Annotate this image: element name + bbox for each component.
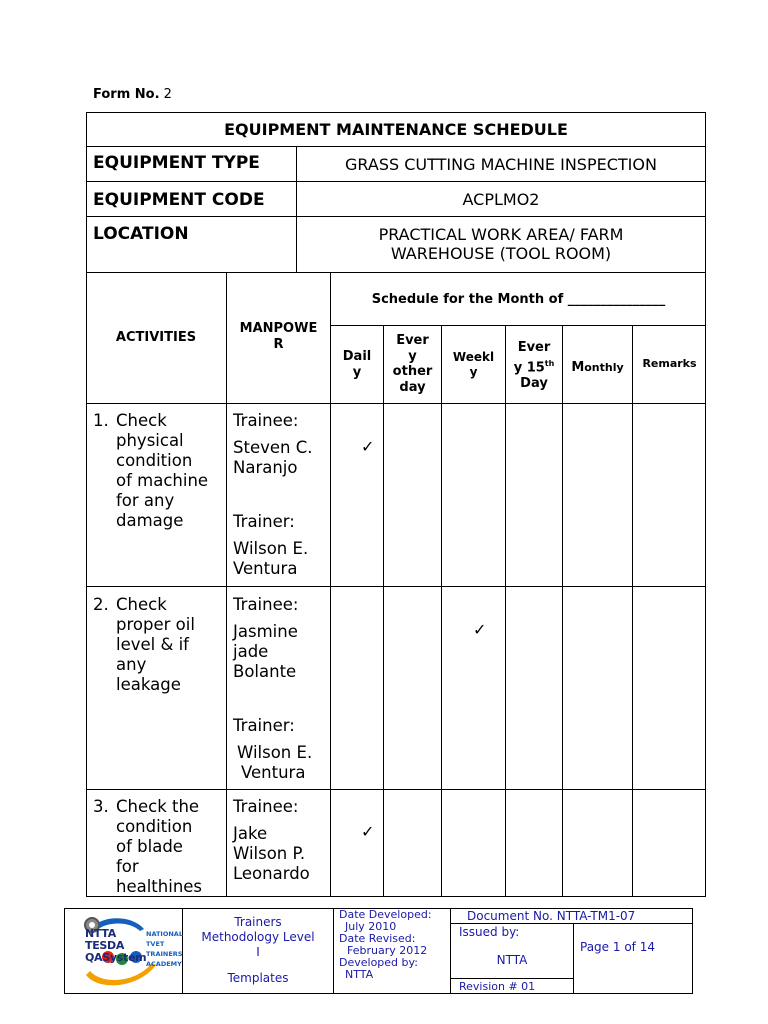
activity-line: leakage: [116, 675, 181, 694]
monthly-cap: M: [571, 360, 585, 375]
every15-line2-text: y 15: [513, 360, 545, 376]
methodology-level: [183, 915, 333, 960]
location-line-1: PRACTICAL WORK AREA/ FARM: [378, 225, 624, 244]
manpower-header-line1: MANPOWE: [239, 321, 318, 336]
ntta-logo: [78, 913, 183, 989]
every-other-line4: day: [399, 379, 426, 395]
weekly-header-line2: y: [469, 365, 478, 379]
table-row-activity: [93, 595, 225, 785]
check-mark-icon: ✓: [361, 822, 375, 841]
methodology-line: Methodology Level: [201, 930, 315, 944]
activity-line: damage: [116, 511, 184, 530]
activity-line: condition: [116, 451, 193, 470]
daily-header-line1: Dail: [342, 349, 372, 364]
page-number: Page 1 of 14: [580, 940, 655, 954]
trainee-name-line: Naranjo: [233, 458, 298, 477]
activity-line: healthines: [116, 877, 203, 896]
activity-line: level & if: [116, 635, 189, 654]
trainer-name-line: Ventura: [241, 763, 306, 782]
location-value: [296, 216, 706, 273]
daily-header-line2: y: [352, 365, 362, 380]
trainee-name-line: Bolante: [233, 662, 297, 681]
document-title-text: EQUIPMENT MAINTENANCE SCHEDULE: [224, 120, 568, 139]
activity-line: Check: [116, 595, 167, 614]
equipment-code-value: [296, 181, 706, 217]
form-number-label: Form No.: [93, 87, 160, 102]
trainee-name-line: Leonardo: [233, 864, 310, 883]
equipment-type-value: [296, 146, 706, 182]
form-number: [93, 87, 172, 102]
logo-text-value: NTTA TESDA QASystem: [85, 927, 147, 964]
weekly-header: [442, 350, 505, 380]
table-row-manpower: [233, 595, 329, 785]
date-info: [339, 909, 432, 981]
document-number: Document No. NTTA-TM1-07: [467, 909, 636, 923]
trainee-name-line: jade: [233, 642, 269, 661]
schedule-month-header: [331, 273, 706, 325]
issued-by-label: Issued by:: [459, 925, 520, 939]
equipment-type-label: EQUIPMENT TYPE: [86, 146, 297, 182]
every15-sup: th: [544, 359, 555, 368]
activity-line: physical: [116, 431, 184, 450]
equipment-type-text: GRASS CUTTING MACHINE INSPECTION: [345, 154, 657, 174]
logo-side-line: NATIONAL: [146, 930, 183, 938]
date-revised-label: Date Revised:: [339, 932, 416, 945]
activity-line: of machine: [116, 471, 209, 490]
logo-side-line: TVET: [146, 940, 165, 948]
weekly-header-line1: Weekl: [452, 350, 495, 364]
schedule-month-text: Schedule for the Month of _______________: [371, 291, 666, 307]
location-label: LOCATION: [86, 216, 297, 273]
activity-line: of blade: [116, 837, 183, 856]
every-15th-day-header: [506, 340, 562, 392]
activity-line: for: [116, 857, 139, 876]
trainee-name-line: Jake: [233, 824, 268, 843]
every-other-day-header: [384, 333, 441, 395]
equipment-code-text: ACPLMO2: [462, 189, 540, 209]
date-developed-label: Date Developed:: [339, 908, 432, 921]
methodology-line: Trainers: [234, 915, 282, 929]
equipment-code-label: EQUIPMENT CODE: [86, 181, 297, 217]
every15-line3: Day: [520, 376, 548, 392]
location-line-2: WAREHOUSE (TOOL ROOM): [390, 244, 612, 263]
trainer-label: Trainer:: [233, 512, 295, 531]
table-row-manpower: [233, 797, 329, 896]
date-developed-value: July 2010: [345, 920, 397, 933]
trainee-name-line: Steven C.: [233, 438, 313, 457]
activity-line: Check the: [116, 797, 200, 816]
table-row-activity: [93, 411, 225, 581]
activity-line: Check: [116, 411, 167, 430]
remarks-header: [633, 357, 706, 370]
remarks-header-text: Remarks: [642, 357, 697, 370]
trainer-name-line: Wilson E.: [233, 539, 309, 558]
issued-by-value: NTTA: [496, 953, 528, 967]
trainee-name-line: Wilson P.: [233, 844, 306, 863]
trainer-name-line: Wilson E.: [237, 743, 313, 762]
activity-line: condition: [116, 817, 193, 836]
monthly-header: [563, 356, 632, 375]
revision-number: Revision # 01: [459, 980, 536, 993]
every-other-line1: Ever: [396, 333, 429, 348]
date-revised-value: February 2012: [347, 944, 428, 957]
row-number: 2.: [93, 595, 109, 614]
developed-by-label: Developed by:: [339, 956, 418, 969]
activity-line: for any: [116, 491, 175, 510]
trainer-name-line: Ventura: [233, 559, 298, 578]
every15-line1: Ever: [517, 340, 551, 355]
document-title: [86, 112, 706, 147]
table-row-manpower: [233, 411, 329, 581]
logo-side-line: TRAINERS: [146, 950, 183, 958]
manpower-header-line2: R: [273, 337, 284, 352]
trainee-label: Trainee:: [233, 411, 299, 430]
trainee-label: Trainee:: [233, 595, 299, 614]
every15-line2: [506, 356, 562, 376]
table-row-activity: [93, 797, 225, 896]
activity-line: proper oil: [116, 615, 195, 634]
trainee-label: Trainee:: [233, 797, 299, 816]
logo-side-line: ACADEMY: [146, 960, 182, 968]
developed-by-value: NTTA: [345, 968, 374, 981]
daily-header: [331, 349, 383, 381]
trainer-label: Trainer:: [233, 716, 295, 735]
manpower-header: [227, 321, 330, 353]
every-other-line3: other: [392, 364, 433, 379]
check-mark-icon: ✓: [473, 620, 487, 639]
activities-header-text: ACTIVITIES: [115, 330, 197, 345]
every-other-line2: y: [408, 348, 417, 364]
activities-header: [86, 272, 226, 403]
methodology-line: I: [256, 945, 260, 959]
templates-label: Templates: [227, 971, 289, 985]
logo-text: [85, 928, 151, 964]
monthly-rest: onthly: [584, 361, 624, 374]
row-number: 3.: [93, 797, 109, 816]
activity-line: any: [116, 655, 147, 674]
row-number: 1.: [93, 411, 109, 430]
form-number-value: 2: [163, 87, 172, 102]
check-mark-icon: ✓: [361, 437, 375, 456]
trainee-name-line: Jasmine: [233, 622, 298, 641]
logo-side-text: [146, 929, 183, 969]
